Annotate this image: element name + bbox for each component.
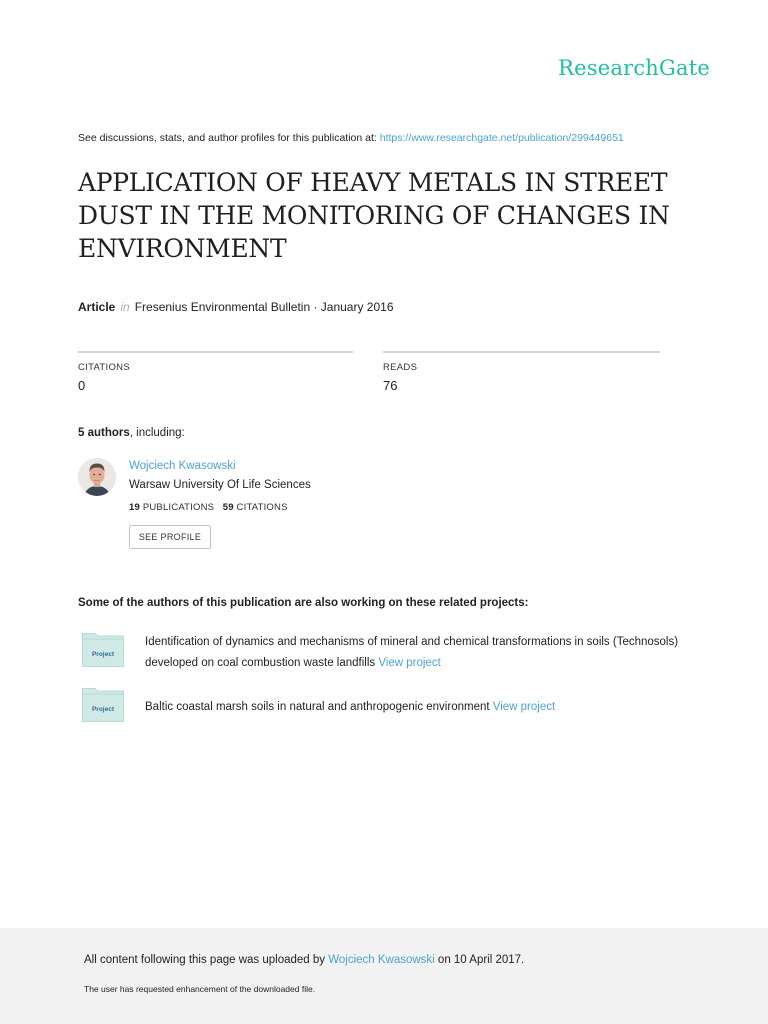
project-item — [145, 697, 685, 718]
author-publications-label: PUBLICATIONS — [142, 502, 215, 513]
upload-line — [84, 954, 524, 966]
authors-suffix: , including: — [129, 427, 185, 439]
citations-divider — [78, 351, 353, 353]
author-photo — [78, 458, 116, 496]
discussions-text: See discussions, stats, and author profiles for this publication at: — [78, 132, 380, 144]
author-name-link[interactable]: Wojciech Kwasowski — [129, 460, 236, 472]
authors-heading — [78, 427, 185, 439]
upload-prefix: All content following this page was uploaded by — [84, 954, 329, 966]
project-icon-label: Project — [91, 651, 115, 658]
project-folder-icon — [82, 688, 124, 722]
view-project-link[interactable]: View project — [492, 701, 556, 713]
see-profile-button[interactable]: SEE PROFILE — [129, 525, 211, 549]
enhancement-note: The user has requested enhancement of the downloaded file. — [84, 984, 316, 994]
journal-date: Fresenius Environmental Bulletin · January 2016 — [134, 300, 394, 314]
project-title: Baltic coastal marsh soils in natural and anthropogenic environment — [145, 701, 493, 713]
footer — [0, 928, 768, 1024]
projects-heading: Some of the authors of this publication are also working on these related projects: — [78, 597, 529, 609]
author-avatar[interactable] — [78, 458, 116, 496]
in-label: in — [120, 300, 130, 314]
researchgate-logo[interactable]: ResearchGate — [558, 56, 710, 80]
author-publications-count: 19 — [129, 502, 140, 513]
discussions-line — [78, 132, 624, 144]
publication-title: APPLICATION OF HEAVY METALS IN STREET DUST IN THE MONITORING OF CHANGES IN ENVIRONMENT — [78, 168, 670, 263]
reads-label: READS — [383, 362, 418, 373]
view-project-link[interactable]: View project — [378, 657, 441, 669]
citations-count: 0 — [78, 378, 86, 393]
project-folder-icon — [82, 633, 124, 667]
reads-count: 76 — [383, 378, 398, 393]
author-citations-label: CITATIONS — [236, 502, 288, 513]
publication-type: Article — [78, 300, 116, 314]
publication-url-link[interactable]: https://www.researchgate.net/publication/299449651 — [379, 132, 624, 144]
reads-divider — [383, 351, 660, 353]
author-stats — [129, 502, 288, 513]
author-institution: Warsaw University Of Life Sciences — [129, 479, 311, 491]
upload-suffix: on 10 April 2017. — [434, 954, 525, 966]
author-citations-count: 59 — [222, 502, 234, 513]
project-icon-label: Project — [91, 706, 115, 713]
project-title: Identification of dynamics and mechanisms of mineral and chemical transformations in soils (Technosols) developed on coal combustion waste landfills — [145, 636, 679, 669]
citations-label: CITATIONS — [78, 362, 130, 373]
project-item — [145, 632, 685, 674]
authors-count: 5 authors — [78, 427, 130, 439]
uploader-link[interactable]: Wojciech Kwasowski — [328, 954, 435, 966]
publication-meta — [78, 300, 394, 314]
